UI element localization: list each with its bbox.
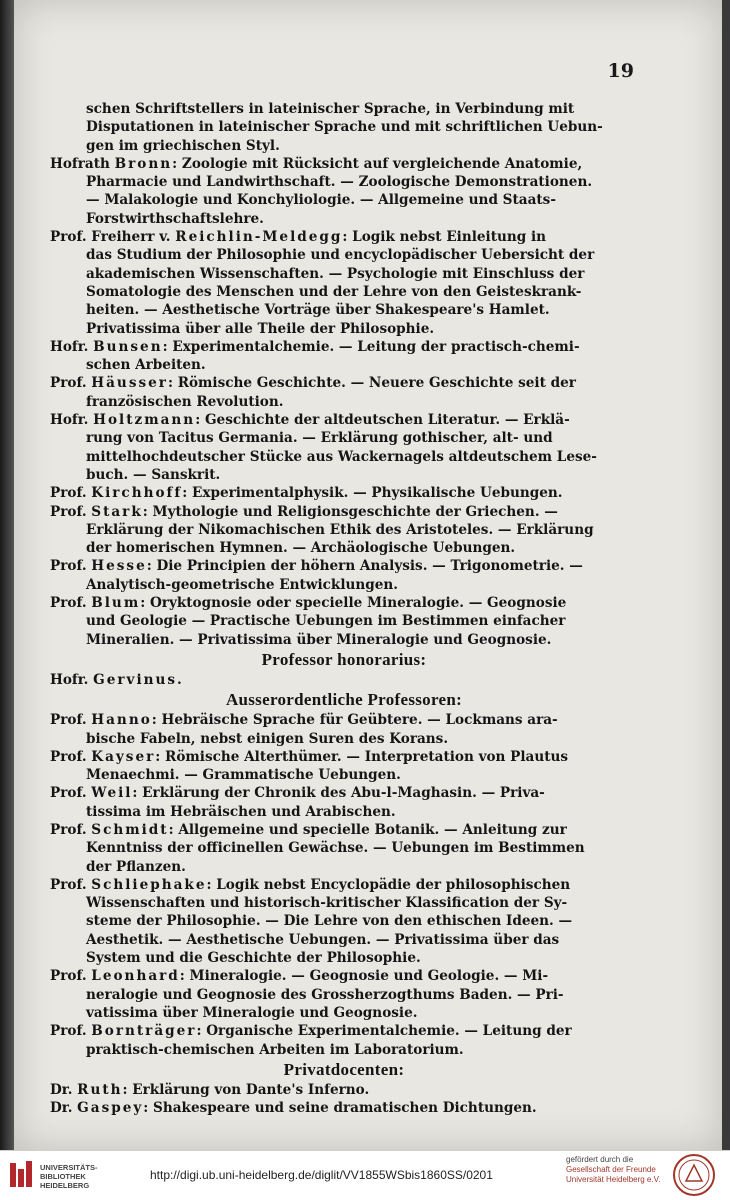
entry-title: Prof.: [50, 712, 87, 729]
course-entry: [50, 1022, 638, 1059]
extraordinarii-list: [50, 711, 638, 1059]
entry-first-line: [50, 1081, 638, 1099]
entry-continuation-line: — Malakologie und Konchyliologie. — Allgemeine und Staats-: [86, 192, 556, 209]
entry-first-line: [50, 1099, 638, 1117]
privatdocenten-heading: Privatdocenten:: [283, 1059, 405, 1079]
course-entry: [50, 748, 638, 785]
entry-continuation-line: Somatologie des Menschen und der Lehre von den Geisteskrank-: [86, 283, 582, 300]
entry-first-line: [50, 784, 638, 802]
library-name: [40, 1163, 98, 1190]
entry-first-line: [50, 228, 638, 246]
entry-continuation-line: Privatissima über alle Theile der Philosophie.: [86, 320, 435, 337]
entry-name: Hanno: [91, 712, 152, 729]
course-entry: [50, 155, 638, 228]
course-entry: [50, 876, 638, 967]
entry-text: : Geschichte der altdeutschen Literatur. — Erklä-: [195, 412, 570, 429]
footer-bar: [0, 1150, 730, 1200]
library-name-line: UNIVERSITÄTS-: [40, 1163, 98, 1172]
entry-title: Prof.: [50, 968, 87, 985]
course-entry: [50, 821, 638, 876]
entry-first-line: [50, 594, 638, 612]
sponsor-org-line: Gesellschaft der Freunde: [566, 1165, 656, 1174]
entry-continuation-line: Erklärung der Nikomachischen Ethik des Aristoteles. — Erklärung: [86, 521, 594, 538]
entry-first-line: [50, 484, 638, 502]
entry-title: Hofr.: [50, 338, 89, 355]
entry-title: Hofrath: [50, 155, 110, 172]
entry-text: : Mineralogie. — Geognosie und Geologie. — Mi-: [179, 968, 549, 985]
entry-text: : Römische Alterthümer. — Interpretation von Plautus: [155, 748, 569, 765]
entry-continuation-line: Analytisch-geometrische Entwicklungen.: [86, 576, 399, 593]
entry-name: Bunsen: [93, 338, 163, 355]
entry-name: Stark: [91, 503, 143, 520]
entry-continuation-line: das Studium der Philosophie und encyclopädischer Uebersicht der: [86, 247, 595, 264]
entry-text: : Experimentalchemie. — Leitung der practisch-chemi-: [162, 338, 580, 355]
entry-title: Dr.: [50, 1081, 73, 1098]
course-entry: [50, 374, 638, 411]
entry-name: Blum: [91, 595, 141, 612]
supported-by-label: gefördert durch die: [566, 1155, 634, 1164]
entry-name: Schliephake: [91, 876, 207, 893]
intro-line: Disputationen in lateinischer Sprache und mit schriftlichen Uebun-: [86, 119, 603, 136]
entry-continuation-line: praktisch-chemischen Arbeiten im Laboratorium.: [86, 1041, 464, 1058]
entry-continuation-line: Mineralien. — Privatissima über Mineralogie und Geognosie.: [86, 631, 552, 648]
scan-edge: [0, 0, 14, 1150]
entry-continuation-line: heiten. — Aesthetische Vorträge über Shakespeare's Hamlet.: [86, 302, 550, 319]
entry-continuation-line: vatissima über Mineralogie und Geognosie.: [86, 1004, 418, 1021]
course-entry: [50, 503, 638, 558]
extraordinarii-heading: Ausserordentliche Professoren:: [225, 690, 463, 710]
page-content: [50, 100, 638, 1117]
entry-first-line: [50, 411, 638, 429]
entry-text: : Mythologie und Religionsgeschichte der Griechen. —: [142, 503, 558, 520]
entry-first-line: [50, 155, 638, 173]
entry-title: Prof.: [50, 503, 87, 520]
ordinarii-list: [50, 155, 638, 649]
entry-title: Prof. Freiherr v.: [50, 229, 171, 246]
entry-first-line: [50, 338, 638, 356]
entry-text: : Hebräische Sprache für Geübtere. — Lockmans ara-: [151, 712, 558, 729]
entry-continuation-line: System und die Geschichte der Philosophie.: [86, 950, 421, 967]
entry-first-line: [50, 503, 638, 521]
entry-first-line: [50, 876, 638, 894]
entry-continuation-line: schen Arbeiten.: [86, 357, 206, 374]
entry-name: Holtzmann: [93, 412, 196, 429]
entry-suffix: .: [177, 671, 182, 688]
course-entry: [50, 484, 638, 502]
entry-first-line: [50, 374, 638, 392]
entry-text: : Experimentalphysik. — Physikalische Uebungen.: [182, 485, 563, 502]
entry-continuation-line: und Geologie — Practische Uebungen im Bestimmen einfacher: [86, 613, 566, 630]
course-entry: [50, 228, 638, 338]
course-entry: [50, 1099, 638, 1117]
entry-name: Gaspey: [77, 1100, 144, 1117]
entry-text: : Logik nebst Einleitung in: [342, 229, 547, 246]
entry-first-line: [50, 711, 638, 729]
sponsor-text: [566, 1155, 660, 1185]
entry-continuation-line: Forstwirthschaftslehre.: [86, 210, 264, 227]
entry-name: Bornträger: [91, 1023, 197, 1040]
entry-first-line: [50, 557, 638, 575]
library-name-line: BIBLIOTHEK: [40, 1172, 86, 1181]
honorarius-heading: Professor honorarius:: [261, 649, 427, 669]
entry-continuation-line: Pharmacie und Landwirthschaft. — Zoologische Demonstrationen.: [86, 174, 593, 191]
intro-line: schen Schriftstellers in lateinischer Sprache, in Verbindung mit: [86, 101, 575, 117]
entry-title: Dr.: [50, 1100, 73, 1117]
entry-title: Hofr.: [50, 671, 89, 688]
entry-name: Schmidt: [91, 821, 169, 838]
entry-continuation-line: tissima im Hebräischen und Arabischen.: [86, 803, 396, 820]
entry-first-line: [50, 967, 638, 985]
entry-text: : Römische Geschichte. — Neuere Geschichte seit der: [167, 375, 576, 392]
page-number: 19: [607, 60, 634, 82]
entry-continuation-line: neralogie und Geognosie des Grossherzogthums Baden. — Pri-: [86, 986, 564, 1003]
permalink-url[interactable]: http://digi.ub.uni-heidelberg.de/diglit/VV1855WSbis1860SS/0201: [150, 1168, 493, 1182]
library-name-line: HEIDELBERG: [40, 1181, 90, 1190]
entry-continuation-line: Menaechmi. — Grammatische Uebungen.: [86, 767, 401, 784]
entry-title: Prof.: [50, 876, 87, 893]
entry-title: Prof.: [50, 1023, 87, 1040]
entry-name: Kayser: [91, 748, 156, 765]
entry-continuation-line: Aesthetik. — Aesthetische Uebungen. — Privatissima über das: [86, 931, 560, 948]
entry-continuation-line: der homerischen Hymnen. — Archäologische Uebungen.: [86, 540, 516, 557]
entry-continuation-line: der Pflanzen.: [86, 858, 186, 875]
entry-text: : Oryktognosie oder specielle Mineralogie. — Geognosie: [140, 595, 567, 612]
entry-title: Prof.: [50, 748, 87, 765]
entry-name: Reichlin-Meldegg: [175, 229, 343, 246]
course-entry: [50, 711, 638, 748]
entry-continuation-line: bische Fabeln, nebst einigen Suren des Korans.: [86, 730, 449, 747]
course-entry: [50, 784, 638, 821]
entry-title: Prof.: [50, 595, 87, 612]
privatdocenten-list: [50, 1081, 638, 1118]
entry-text: : Shakespeare und seine dramatischen Dichtungen.: [143, 1100, 537, 1117]
sponsor-org-line: Universität Heidelberg e.V.: [566, 1175, 661, 1184]
entry-continuation-line: Wissenschaften und historisch-kritischer Klassification der Sy-: [86, 895, 568, 912]
entry-text: : Die Principien der höhern Analysis. — Trigonometrie. —: [146, 558, 583, 575]
entry-text: : Allgemeine und specielle Botanik. — Anleitung zur: [168, 821, 567, 838]
course-entry: [50, 967, 638, 1022]
entry-title: Prof.: [50, 485, 87, 502]
entry-title: Prof.: [50, 558, 87, 575]
entry-text: : Erklärung der Chronik des Abu-l-Maghasin. — Priva-: [132, 785, 545, 802]
course-entry: [50, 557, 638, 594]
entry-name: Häusser: [91, 375, 168, 392]
entry-title: Hofr.: [50, 412, 89, 429]
course-entry: [50, 338, 638, 375]
entry-continuation-line: Kenntniss der officinellen Gewächse. — Uebungen im Bestimmen: [86, 840, 585, 857]
entry-continuation-line: akademischen Wissenschaften. — Psychologie mit Einschluss der: [86, 265, 585, 282]
entry-name: Weil: [91, 785, 133, 802]
entry-text: : Logik nebst Encyclopädie der philosophischen: [206, 876, 571, 893]
entry-name: Kirchhoff: [91, 485, 183, 502]
entry-text: : Erklärung von Dante's Inferno.: [122, 1081, 370, 1098]
university-seal-icon: [672, 1153, 716, 1197]
library-logo-icon: [8, 1159, 36, 1191]
entry-continuation-line: französischen Revolution.: [86, 393, 284, 410]
course-entry: [50, 594, 638, 649]
entry-first-line: [50, 1022, 638, 1040]
entry-title: Prof.: [50, 821, 87, 838]
course-entry: [50, 411, 638, 484]
honorarius-entry: [50, 671, 638, 689]
entry-name: Bronn: [114, 155, 173, 172]
entry-text: : Organische Experimentalchemie. — Leitung der: [196, 1023, 572, 1040]
entry-continuation-line: rung von Tacitus Germania. — Erklärung gothischer, alt- und: [86, 430, 553, 447]
entry-first-line: [50, 748, 638, 766]
entry-continuation-line: steme der Philosophie. — Die Lehre von den ethischen Ideen. —: [86, 913, 573, 930]
course-entry: [50, 1081, 638, 1099]
entry-name: Leonhard: [91, 968, 180, 985]
entry-title: Prof.: [50, 785, 87, 802]
entry-name: Ruth: [77, 1081, 123, 1098]
intro-line: gen im griechischen Styl.: [86, 137, 280, 154]
entry-title: Prof.: [50, 375, 87, 392]
entry-continuation-line: mittelhochdeutscher Stücke aus Wackernagels altdeutschem Lese-: [86, 448, 597, 465]
entry-name: Gervinus: [93, 671, 178, 688]
entry-first-line: [50, 821, 638, 839]
entry-continuation-line: buch. — Sanskrit.: [86, 466, 221, 483]
entry-text: : Zoologie mit Rücksicht auf vergleichende Anatomie,: [172, 155, 583, 172]
entry-name: Hesse: [91, 558, 147, 575]
